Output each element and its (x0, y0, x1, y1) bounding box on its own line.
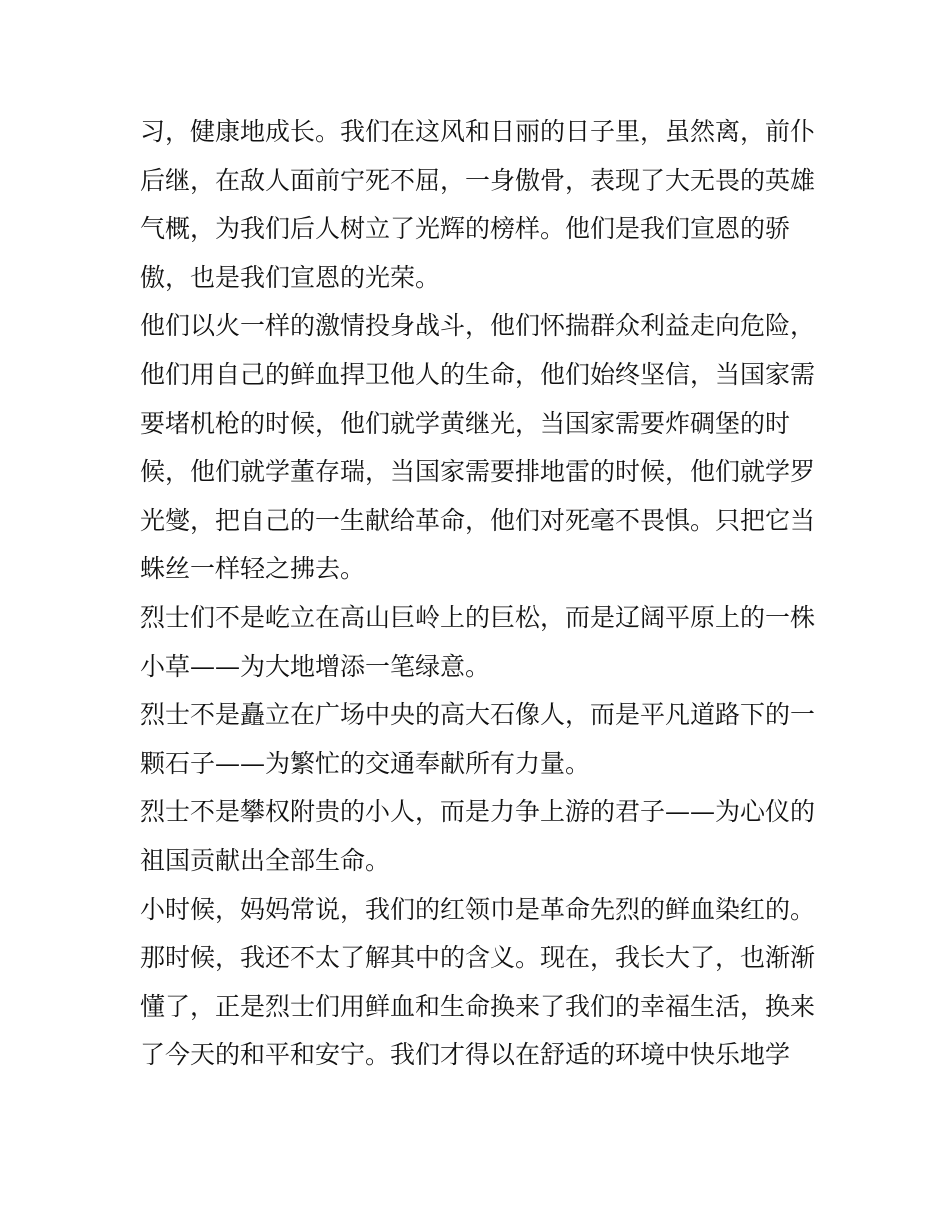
text-line: 小草——为大地增添一笔绿意。 (140, 651, 491, 681)
text-line: 了今天的和平和安宁。我们才得以在舒适的环境中快乐地学 (140, 1040, 791, 1070)
text-line: 烈士不是矗立在广场中央的高大石像人，而是平凡道路下的一 (140, 700, 816, 730)
text-line: 他们以火一样的激情投身战斗，他们怀揣群众利益走向危险， (140, 311, 816, 341)
text-line: 蛛丝一样轻之拂去。 (140, 554, 366, 584)
text-line: 那时候，我还不太了解其中的含义。现在，我长大了，也渐渐 (140, 943, 816, 973)
text-line: 后继，在敌人面前宁死不屈，一身傲骨，表现了大无畏的英雄 (140, 165, 816, 195)
text-line: 习，健康地成长。我们在这风和日丽的日子里，虽然离，前仆 (140, 117, 816, 146)
text-line: 祖国贡献出全部生命。 (140, 845, 391, 875)
text-line: 傲，也是我们宣恩的光荣。 (140, 262, 441, 292)
text-line: 要堵机枪的时候，他们就学黄继光，当国家需要炸碉堡的时 (140, 408, 791, 438)
text-line: 烈士不是攀权附贵的小人，而是力争上游的君子——为心仪的 (140, 797, 816, 827)
text-line: 他们用自己的鲜血捍卫他人的生命，他们始终坚信，当国家需 (140, 359, 816, 389)
text-line: 颗石子——为繁忙的交通奉献所有力量。 (140, 748, 591, 778)
text-line: 懂了，正是烈士们用鲜血和生命换来了我们的幸福生活，换来 (140, 991, 816, 1021)
text-line: 光燮，把自己的一生献给革命，他们对死毫不畏惧。只把它当 (140, 505, 816, 535)
text-line: 小时候，妈妈常说，我们的红领巾是革命先烈的鲜血染红的。 (140, 894, 816, 924)
text-line: 候，他们就学董存瑞，当国家需要排地雷的时候，他们就学罗 (140, 457, 816, 487)
text-line: 烈士们不是屹立在高山巨岭上的巨松，而是辽阔平原上的一株 (140, 602, 816, 632)
text-line: 气概，为我们后人树立了光辉的榜样。他们是我们宣恩的骄 (140, 214, 791, 244)
essay-text (140, 108, 820, 1080)
